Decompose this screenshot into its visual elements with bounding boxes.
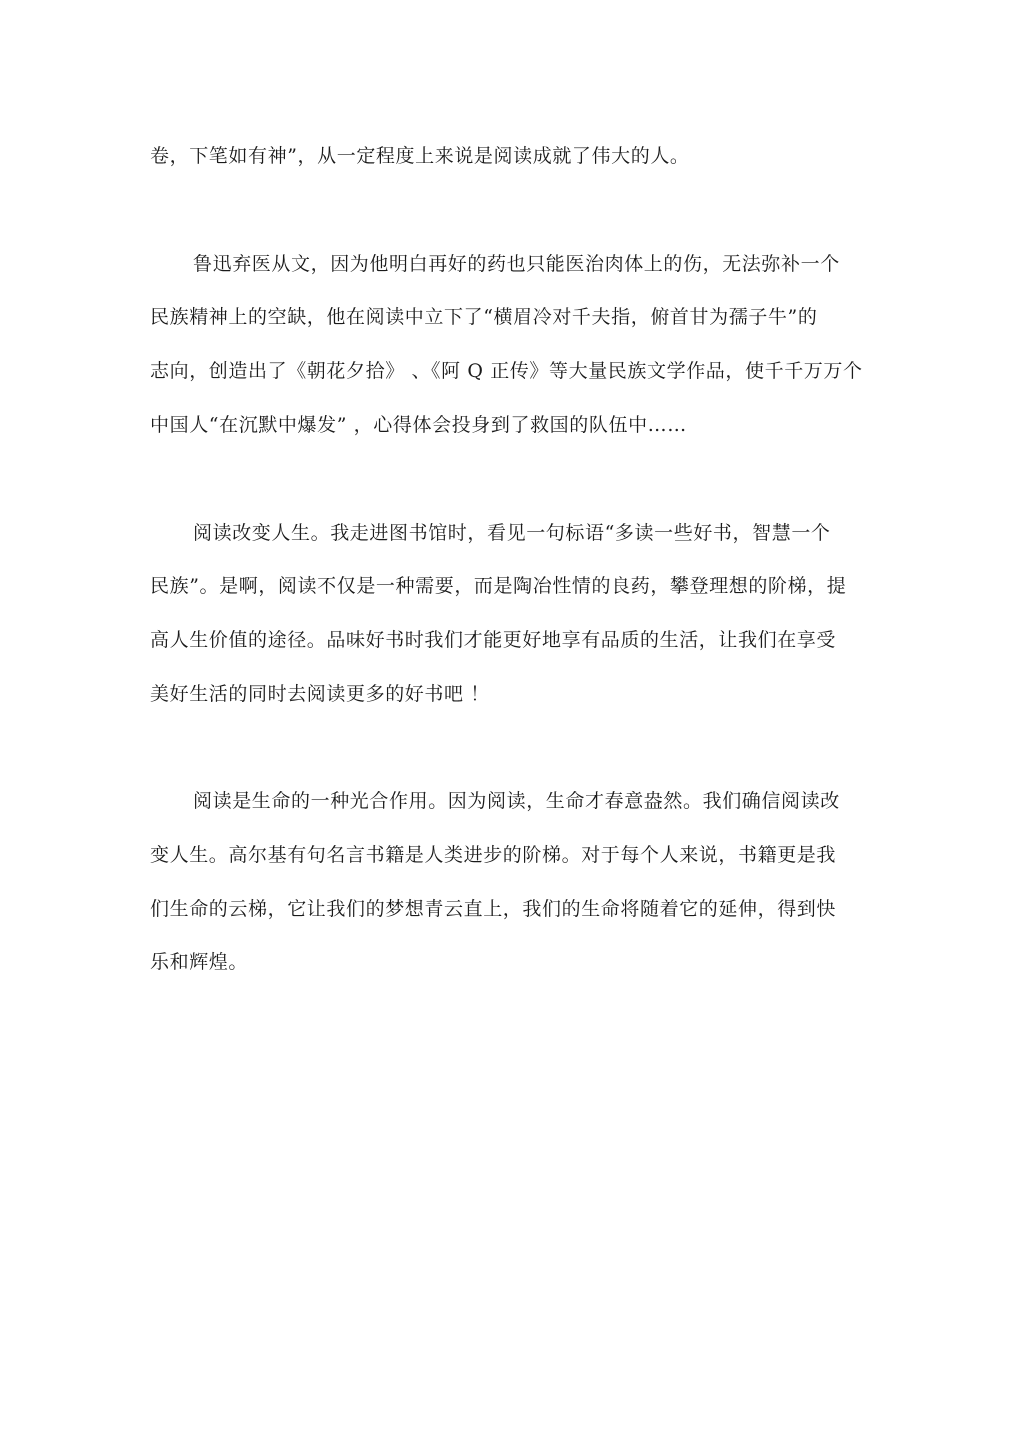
paragraph-3-line-2: 民族”。是啊，阅读不仅是一种需要，而是陶冶性情的良药，攀登理想的阶梯，提: [150, 575, 847, 597]
paragraph-4-line-4: 乐和辉煌。: [150, 951, 249, 973]
paragraph-1-line-1: 卷，下笔如有神”，从一定程度上来说是阅读成就了伟大的人。: [150, 145, 690, 167]
paragraph-3-line-3: 高人生价值的途径。品味好书时我们才能更好地享有品质的生活，让我们在享受: [150, 629, 837, 651]
paragraph-2-line-3: 志向，创造出了《朝花夕拾》 、《阿 Q 正传》等大量民族文学作品，使千千万万个: [150, 360, 863, 382]
paragraph-2-line-1: 鲁迅弃医从文，因为他明白再好的药也只能医治肉体上的伤，无法弥补一个: [193, 253, 840, 275]
paragraph-3-line-1: 阅读改变人生。我走进图书馆时，看见一句标语“多读一些好书，智慧一个: [193, 522, 831, 544]
paragraph-4-line-3: 们生命的云梯，它让我们的梦想青云直上，我们的生命将随着它的延伸，得到快: [150, 898, 837, 920]
paragraph-4-line-1: 阅读是生命的一种光合作用。因为阅读，生命才春意盎然。我们确信阅读改: [193, 790, 840, 812]
paragraph-3-line-4: 美好生活的同时去阅读更多的好书吧 ！: [150, 683, 490, 705]
paragraph-2-line-2: 民族精神上的空缺，他在阅读中立下了“横眉冷对千夫指，俯首甘为孺子牛”的: [150, 306, 818, 328]
paragraph-2-line-4: 中国人“在沉默中爆发” ，心得体会投身到了救国的队伍中……: [150, 414, 687, 436]
paragraph-4-line-2: 变人生。高尔基有句名言书籍是人类进步的阶梯。对于每个人来说，书籍更是我: [150, 844, 837, 866]
